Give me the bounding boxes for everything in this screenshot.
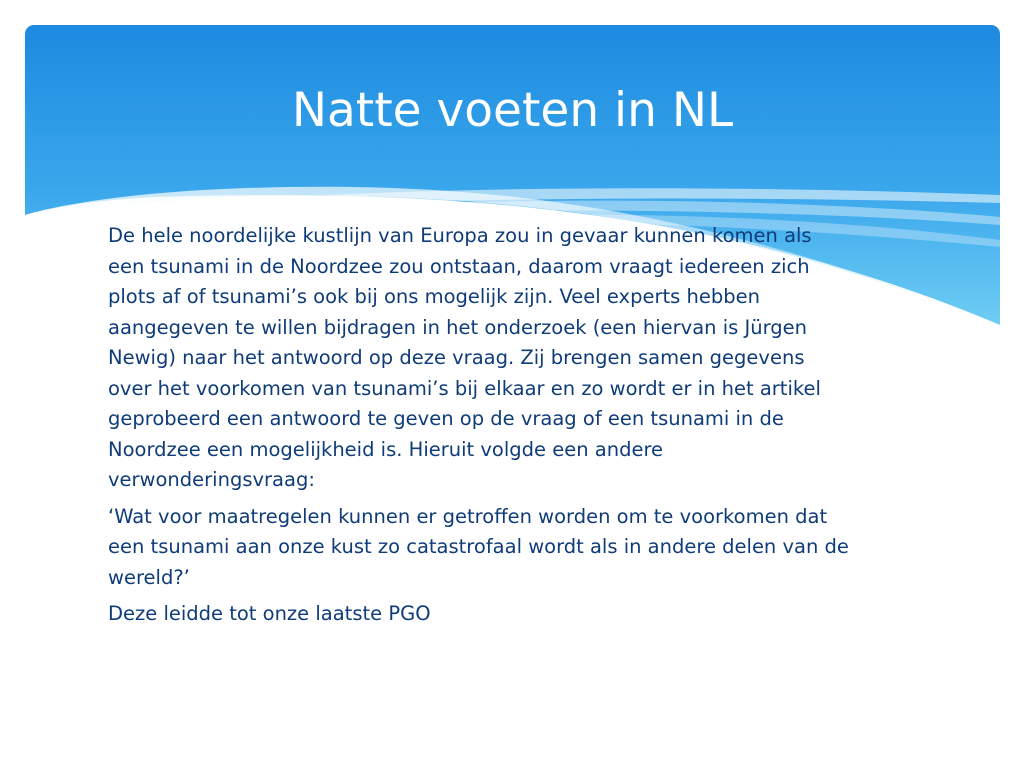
body-paragraph-intro: De hele noordelijke kustlijn van Europa zou in gevaar kunnen komen als een tsunami in de Noordzee zou ontstaan, daarom vraagt iedereen zich plots af of tsunami’s ook bij ons mogelijk zijn. Veel experts hebben aangegeven te willen bijdragen in het onderzoek (een hiervan is Jürgen Newig) naar het antwoord op deze vraag. Zij brengen samen gegevens over het voorkomen van tsunami’s bij elkaar en zo wordt er in het artikel geprobeerd een antwoord te geven op de vraag of een tsunami in de Noordzee een mogelijkheid is. Hieruit volgde een andere verwonderingsvraag: (108, 224, 821, 491)
slide-body (108, 221, 928, 636)
body-paragraph-conclusion: Deze leidde tot onze laatste PGO (108, 602, 431, 625)
body-paragraph-question: ‘Wat voor maatregelen kunnen er getroffen worden om te voorkomen dat een tsunami aan onze kust zo catastrofaal wordt als in andere delen van de wereld?’ (108, 504, 849, 589)
slide-title: Natte voeten in NL (291, 83, 734, 138)
